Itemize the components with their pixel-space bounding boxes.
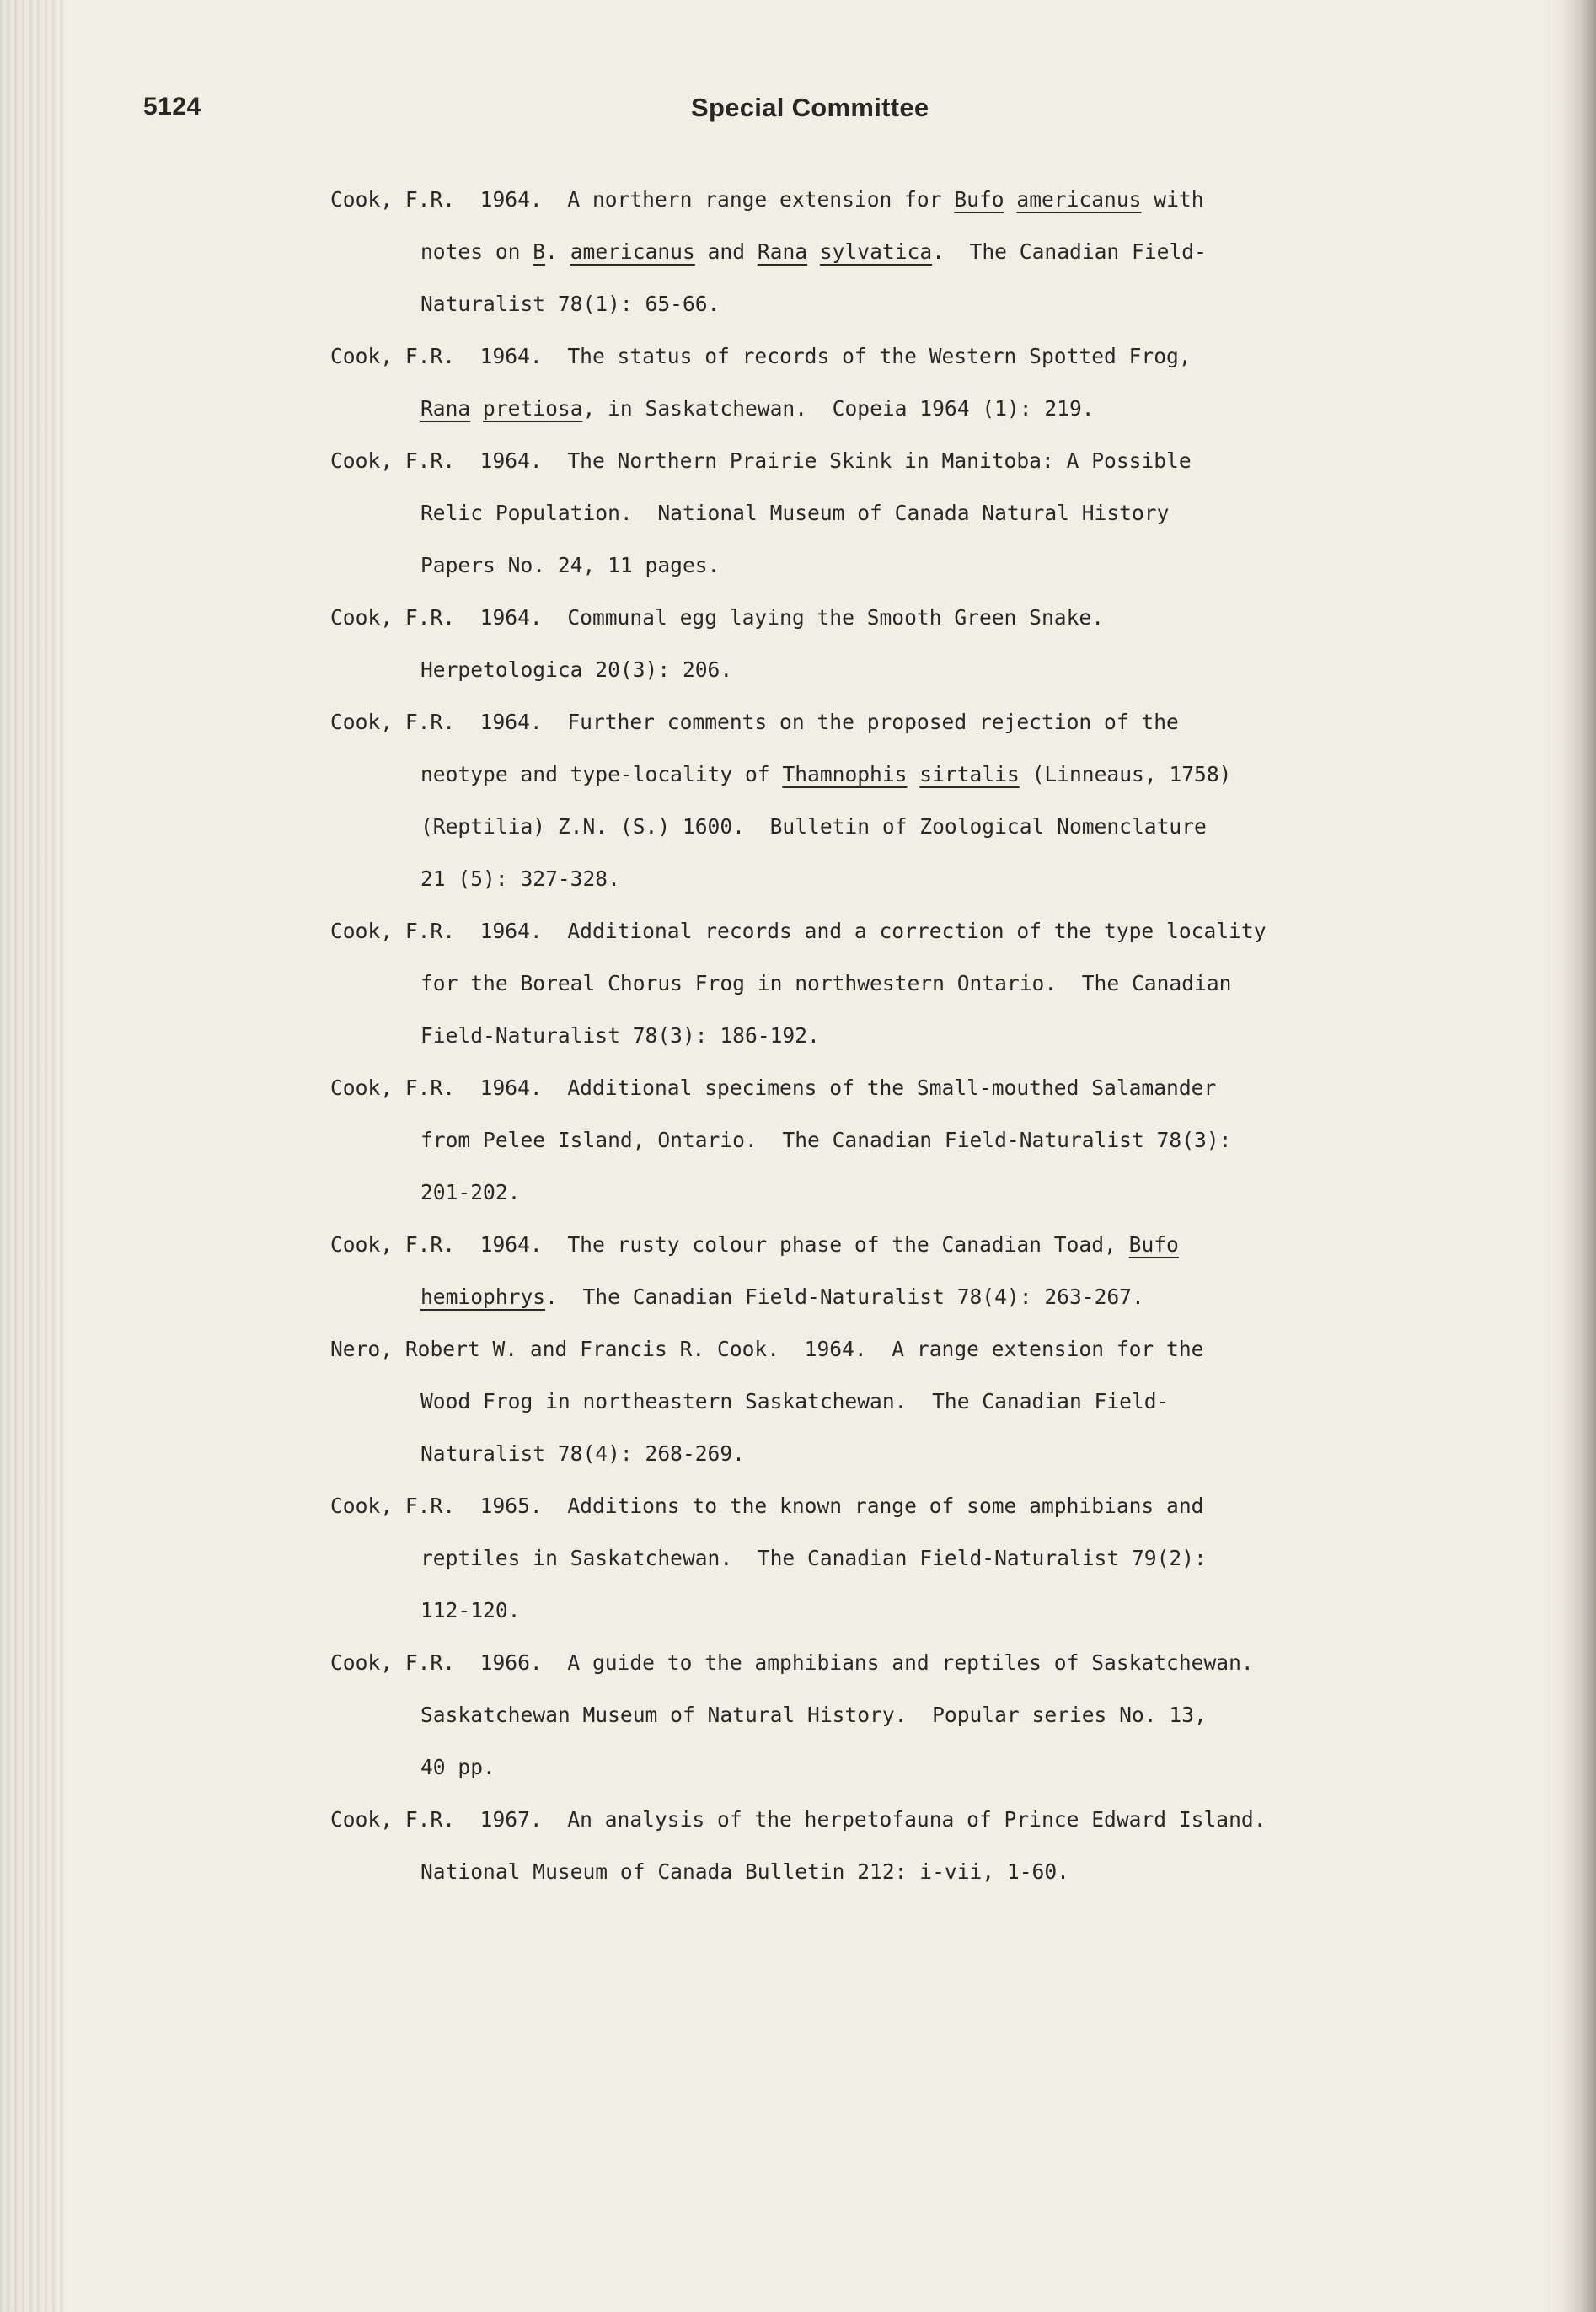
underlined-taxon-name: Rana	[757, 239, 808, 264]
reference-text: neotype and type-locality of	[420, 762, 783, 786]
reference-text: Cook, F.R. 1967. An analysis of the herpetofauna of Prince Edward Island.	[330, 1807, 1267, 1832]
page-right-edge-shadow	[1562, 0, 1596, 2312]
reference-text: Wood Frog in northeastern Saskatchewan. The Canadian Field-	[420, 1389, 1170, 1413]
reference-text: .	[545, 239, 570, 264]
reference-text: Cook, F.R. 1964. The rusty colour phase of the Canadian Toad,	[330, 1232, 1129, 1257]
underlined-taxon-name: sylvatica	[819, 239, 933, 264]
reference-line-first	[330, 1494, 1203, 1519]
reference-text: with	[1141, 187, 1204, 212]
reference-line-continuation	[420, 1546, 1207, 1571]
reference-text: Papers No. 24, 11 pages.	[420, 553, 720, 577]
reference-text: reptiles in Saskatchewan. The Canadian Field-Naturalist 79(2):	[420, 1546, 1207, 1570]
reference-line-first	[330, 1232, 1179, 1258]
reference-text: (Linneaus, 1758)	[1019, 762, 1232, 786]
reference-text: Herpetologica 20(3): 206.	[420, 657, 733, 682]
reference-text: and	[694, 239, 758, 264]
book-binding-edge	[0, 0, 66, 2312]
reference-line-continuation	[420, 814, 1207, 840]
underlined-taxon-name: B	[533, 239, 546, 264]
reference-text: Cook, F.R. 1964. Further comments on the proposed rejection of the	[330, 710, 1179, 734]
reference-line-continuation	[420, 1441, 745, 1467]
reference-line-first	[330, 344, 1192, 369]
reference-line-continuation	[420, 762, 1231, 787]
reference-line-first	[330, 710, 1179, 735]
reference-text	[470, 396, 483, 421]
reference-line-first	[330, 1807, 1267, 1832]
underlined-taxon-name: Bufo	[1128, 1232, 1179, 1257]
reference-text: Cook, F.R. 1964. Additional specimens of the Small-mouthed Salamander	[330, 1076, 1217, 1100]
reference-text: Cook, F.R. 1966. A guide to the amphibians and reptiles of Saskatchewan.	[330, 1650, 1254, 1675]
reference-line-first	[330, 1337, 1203, 1362]
underlined-taxon-name: americanus	[570, 239, 695, 264]
reference-line-continuation	[420, 1703, 1207, 1728]
reference-line-continuation	[420, 1128, 1231, 1153]
underlined-taxon-name: Thamnophis	[782, 762, 908, 786]
reference-line-continuation	[420, 292, 720, 317]
reference-text: 201-202.	[420, 1180, 521, 1204]
underlined-taxon-name: americanus	[1016, 187, 1142, 212]
underlined-taxon-name: Rana	[420, 396, 471, 421]
underlined-taxon-name: sirtalis	[919, 762, 1020, 786]
reference-line-continuation	[420, 1285, 1144, 1310]
reference-text: Cook, F.R. 1964. The status of records of the Western Spotted Frog,	[330, 344, 1192, 368]
reference-text: (Reptilia) Z.N. (S.) 1600. Bulletin of Zoological Nomenclature	[420, 814, 1207, 839]
underlined-taxon-name: hemiophrys	[420, 1285, 546, 1309]
page-number: 5124	[143, 93, 201, 121]
reference-text: from Pelee Island, Ontario. The Canadian Field-Naturalist 78(3):	[420, 1128, 1232, 1152]
reference-text: 40 pp.	[420, 1755, 495, 1779]
reference-text: Cook, F.R. 1965. Additions to the known range of some amphibians and	[330, 1494, 1204, 1518]
running-head: Special Committee	[691, 93, 929, 122]
reference-text: Cook, F.R. 1964. Additional records and a correction of the type locality	[330, 919, 1267, 943]
reference-line-continuation	[420, 1859, 1069, 1885]
reference-line-continuation	[420, 657, 732, 683]
reference-text: Naturalist 78(1): 65-66.	[420, 292, 720, 316]
reference-line-continuation	[420, 1180, 520, 1205]
reference-line-continuation	[420, 396, 1095, 421]
reference-text: Saskatchewan Museum of Natural History. Popular series No. 13,	[420, 1703, 1207, 1727]
underlined-taxon-name: pretiosa	[483, 396, 583, 421]
reference-text: Relic Population. National Museum of Canada Natural History	[420, 501, 1170, 525]
reference-line-continuation	[420, 1023, 820, 1049]
reference-text: National Museum of Canada Bulletin 212: i-vii, 1-60.	[420, 1859, 1069, 1884]
reference-text: 21 (5): 327-328.	[420, 866, 620, 891]
reference-line-continuation	[420, 553, 720, 578]
reference-line-continuation	[420, 1598, 520, 1623]
reference-text: Cook, F.R. 1964. A northern range extension for	[330, 187, 955, 212]
reference-text: . The Canadian Field-	[932, 239, 1207, 264]
reference-line-continuation	[420, 239, 1207, 265]
reference-line-continuation	[420, 1389, 1169, 1414]
reference-line-first	[330, 1076, 1216, 1101]
reference-line-first	[330, 1650, 1254, 1676]
reference-text: Naturalist 78(4): 268-269.	[420, 1441, 745, 1466]
reference-text: 112-120.	[420, 1598, 521, 1623]
reference-line-first	[330, 448, 1192, 474]
reference-line-first	[330, 605, 1104, 630]
reference-text: for the Boreal Chorus Frog in northwestern Ontario. The Canadian	[420, 971, 1232, 995]
reference-text: Field-Naturalist 78(3): 186-192.	[420, 1023, 820, 1048]
reference-line-continuation	[420, 866, 620, 892]
reference-text: notes on	[420, 239, 533, 264]
reference-text: Cook, F.R. 1964. Communal egg laying the Smooth Green Snake.	[330, 605, 1105, 630]
reference-text: Cook, F.R. 1964. The Northern Prairie Skink in Manitoba: A Possible	[330, 448, 1192, 473]
reference-text	[1004, 187, 1017, 212]
reference-line-first	[330, 187, 1204, 212]
reference-line-first	[330, 919, 1267, 944]
underlined-taxon-name: Bufo	[954, 187, 1004, 212]
reference-text: . The Canadian Field-Naturalist 78(4): 263-267.	[545, 1285, 1144, 1309]
reference-text: , in Saskatchewan. Copeia 1964 (1): 219.	[582, 396, 1095, 421]
page-header	[143, 93, 1441, 126]
reference-line-continuation	[420, 971, 1231, 996]
reference-text	[907, 762, 919, 786]
reference-line-continuation	[420, 1755, 495, 1780]
reference-text: Nero, Robert W. and Francis R. Cook. 1964. A range extension for the	[330, 1337, 1204, 1361]
reference-line-continuation	[420, 501, 1169, 526]
reference-text	[807, 239, 820, 264]
